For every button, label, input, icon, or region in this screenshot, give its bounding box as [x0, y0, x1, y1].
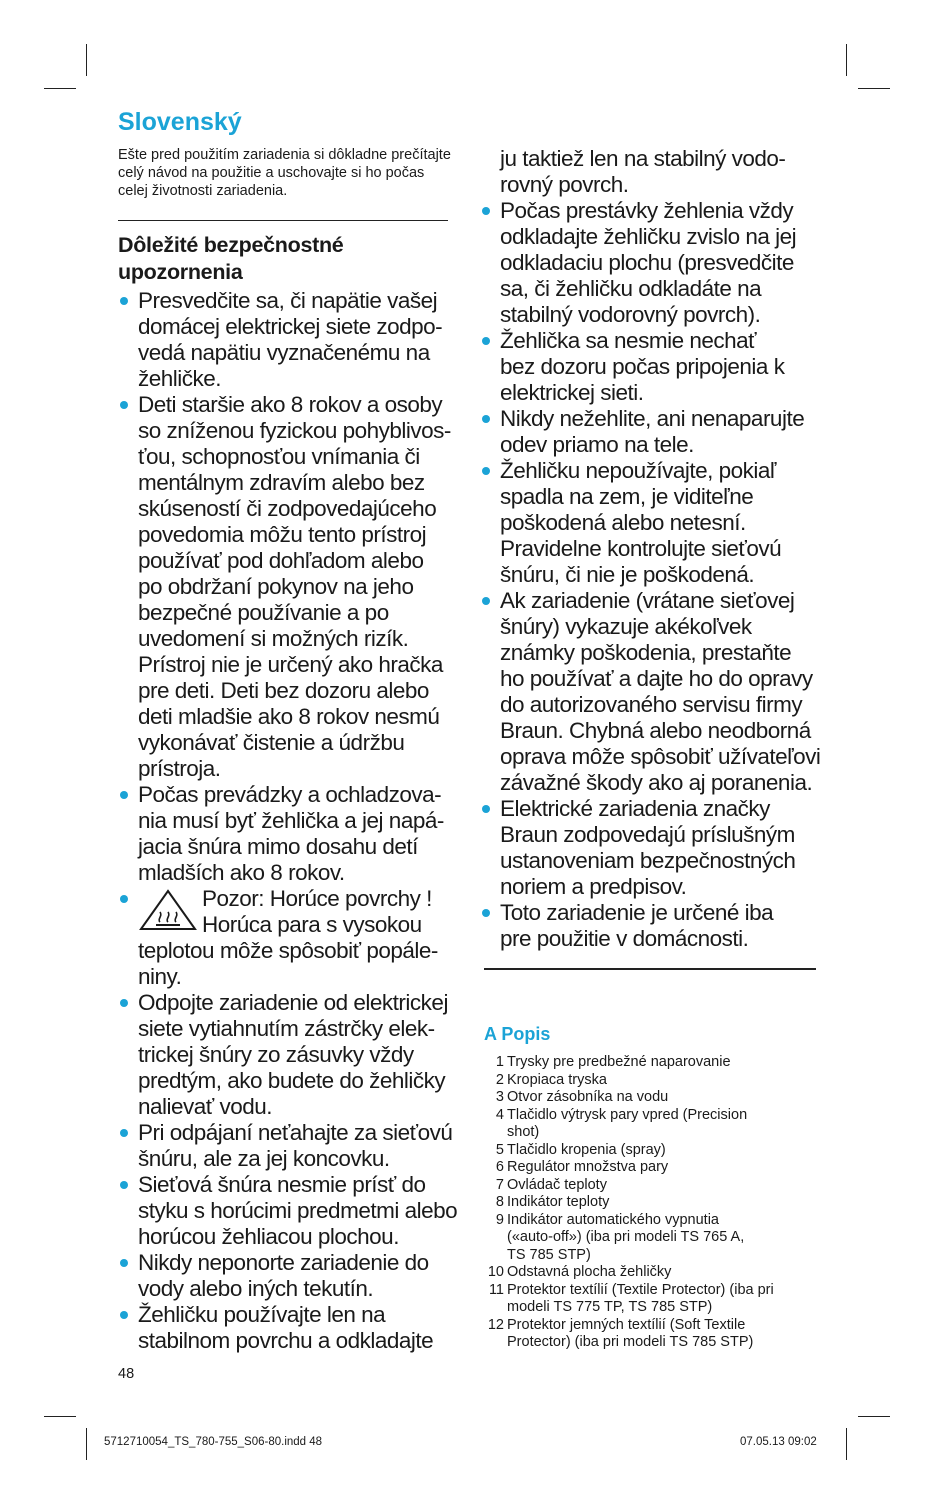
- warning-line4: niny.: [138, 964, 182, 989]
- safety-heading-line2: upozornenia: [118, 260, 243, 284]
- bullet-line: Nikdy nežehlite, ani nenaparujte: [500, 406, 805, 431]
- bullet-line: šnúry) vykazuje akékoľvek: [500, 614, 752, 639]
- crop-mark: [86, 1428, 87, 1460]
- bullet-line: Toto zariadenie je určené iba: [500, 900, 774, 925]
- footer-file: 5712710054_TS_780-755_S06-80.indd 48: [104, 1436, 323, 1448]
- bullet-line: domácej elektrickej siete zodpo-: [138, 314, 443, 339]
- bullet-line: oprava môže spôsobiť užívateľovi: [500, 744, 821, 769]
- bullet-line: Žehličku používajte len na: [138, 1302, 386, 1327]
- item-number: 3: [495, 1089, 504, 1105]
- bullet-dot: [482, 337, 490, 345]
- bullet-line: skúseností či zodpovedajúceho: [138, 496, 437, 521]
- bullet-line: mentálnym zdravím alebo bez: [138, 470, 425, 495]
- bullet-item: [118, 782, 468, 886]
- item-number: 10: [487, 1264, 504, 1280]
- bullet-line: stabilný vodorovný povrch).: [500, 302, 761, 327]
- bullet-line: po obdržaní pokynov na jeho: [138, 574, 414, 599]
- bullet-line: vedá napätiu vyznačenému na: [138, 340, 430, 365]
- bullet-item: [118, 288, 468, 392]
- bullet-dot: [120, 1181, 128, 1189]
- bullet-dot: [120, 1259, 128, 1267]
- item-text: [507, 1107, 824, 1142]
- bullet-line: Žehličku nepoužívajte, pokiaľ: [500, 458, 776, 483]
- bullet-line: Prístroj nie je určený ako hračka: [138, 652, 443, 677]
- item-text: [507, 1264, 824, 1282]
- bullet-line: ho používať a dajte ho do opravy: [500, 666, 813, 691]
- item-line: shot): [507, 1124, 540, 1140]
- page-title: Slovenský: [118, 108, 242, 136]
- safety-list-left-2: [118, 990, 468, 1354]
- section-a-heading: A Popis: [484, 1024, 551, 1044]
- bullet-line: Deti staršie ako 8 rokov a osoby: [138, 392, 443, 417]
- bullet-line: Sieťová šnúra nesmie prísť do: [138, 1172, 426, 1197]
- warning-first-line: [138, 886, 468, 938]
- warning-bullet: [118, 886, 468, 990]
- bullet-item: [480, 406, 830, 458]
- parts-list: [484, 1054, 824, 1352]
- bullet-line: spadla na zem, je viditeľne: [500, 484, 754, 509]
- item-number: 9: [495, 1211, 504, 1228]
- section-divider: [484, 968, 816, 970]
- left-column: [118, 288, 468, 1354]
- crop-mark: [86, 44, 87, 76]
- bullet-dot: [120, 999, 128, 1007]
- bullet-item: [118, 1172, 468, 1250]
- bullet-line: Žehlička sa nesmie nechať: [500, 328, 757, 353]
- bullet-dot: [120, 1311, 128, 1319]
- bullet-line: do autorizovaného servisu firmy: [500, 692, 803, 717]
- bullet-line: odkladaciu plochu (presvedčite: [500, 250, 794, 275]
- item-text: [507, 1142, 824, 1160]
- bullet-line: Presvedčite sa, či napätie vašej: [138, 288, 438, 313]
- item-text: [507, 1212, 824, 1265]
- bullet-line: Počas prevádzky a ochladzova-: [138, 782, 442, 807]
- list-item: [484, 1317, 824, 1352]
- bullet-item: [480, 796, 830, 900]
- bullet-line: nia musí byť žehlička a jej napá-: [138, 808, 444, 833]
- item-text: [507, 1317, 824, 1352]
- bullet-line: Ak zariadenie (vrátane sieťovej: [500, 588, 795, 613]
- crop-mark: [846, 1428, 847, 1460]
- item-line: Protector) (iba pri modeli TS 785 STP): [507, 1334, 754, 1350]
- bullet-dot: [120, 895, 128, 903]
- list-item: [484, 1107, 824, 1142]
- bullet-line: šnúru, ale za jej koncovku.: [138, 1146, 390, 1171]
- item-number: 4: [495, 1106, 504, 1123]
- item-line: Odstavná plocha žehličky: [507, 1264, 672, 1280]
- bullet-line: Nikdy neponorte zariadenie do: [138, 1250, 429, 1275]
- item-number: 8: [495, 1194, 504, 1210]
- item-line: Indikátor teploty: [507, 1194, 610, 1210]
- item-line: modeli TS 775 TP, TS 785 STP): [507, 1299, 713, 1315]
- bullet-line: noriem a predpisov.: [500, 874, 687, 899]
- list-item: [484, 1264, 824, 1282]
- bullet-dot: [120, 791, 128, 799]
- item-line: Protektor textílií (Textile Protector) (iba pri: [507, 1281, 774, 1298]
- safety-list-left: [118, 288, 468, 886]
- bullet-line: Pravidelne kontrolujte sieťovú: [500, 536, 782, 561]
- bullet-line: jacia šnúra mimo dosahu detí: [138, 834, 418, 859]
- item-number: 11: [488, 1281, 504, 1298]
- bullet-dot: [482, 909, 490, 917]
- crop-mark: [846, 44, 847, 76]
- bullet-line: Braun. Chybná alebo neodborná: [500, 718, 811, 743]
- bullet-dot: [482, 207, 490, 215]
- continuation-line: ju taktiež len na stabilný vodo-: [500, 146, 786, 171]
- item-text: [507, 1072, 824, 1090]
- divider: [118, 220, 448, 221]
- crop-mark: [44, 1416, 76, 1417]
- warning-line1: Pozor: Horúce povrchy !: [202, 886, 432, 911]
- bullet-item: [480, 458, 830, 588]
- bullet-dot: [482, 467, 490, 475]
- bullet-line: bezpečné používanie a po: [138, 600, 389, 625]
- bullet-dot: [120, 297, 128, 305]
- bullet-line: horúcou žehliacou plochou.: [138, 1224, 399, 1249]
- bullet-line: známky poškodenia, prestaňte: [500, 640, 792, 665]
- bullet-item: [118, 1120, 468, 1172]
- continuation-text: [480, 146, 830, 198]
- safety-list-right: [480, 198, 830, 952]
- item-line: Tlačidlo kropenia (spray): [507, 1141, 666, 1158]
- item-text: [507, 1177, 824, 1195]
- bullet-dot: [482, 805, 490, 813]
- item-line: («auto-off») (iba pri modeli TS 765 A,: [507, 1229, 745, 1245]
- bullet-dot: [120, 1129, 128, 1137]
- item-number: 7: [495, 1176, 504, 1193]
- list-item: [484, 1054, 824, 1072]
- list-item: [484, 1142, 824, 1160]
- bullet-item: [480, 900, 830, 952]
- bullet-line: vykonávať čistenie a údržbu: [138, 730, 405, 755]
- item-line: Kropiaca tryska: [507, 1071, 607, 1088]
- item-number: 12: [487, 1316, 504, 1333]
- bullet-line: pre deti. Deti bez dozoru alebo: [138, 678, 429, 703]
- item-line: Protektor jemných textílií (Soft Textile: [507, 1316, 746, 1333]
- bullet-line: ťou, schopnosťou vnímania či: [138, 444, 420, 469]
- bullet-line: Elektrické zariadenia značky: [500, 796, 770, 821]
- bullet-item: [118, 1302, 468, 1354]
- crop-mark: [44, 88, 76, 89]
- page-number: 48: [118, 1366, 135, 1382]
- bullet-line: nalievať vodu.: [138, 1094, 273, 1119]
- item-text: [507, 1159, 824, 1177]
- bullet-line: styku s horúcimi predmetmi alebo: [138, 1198, 458, 1223]
- bullet-item: [480, 588, 830, 796]
- bullet-item: [480, 328, 830, 406]
- item-line: Otvor zásobníka na vodu: [507, 1089, 669, 1105]
- continuation-line: rovný povrch.: [500, 172, 629, 197]
- bullet-line: deti mladšie ako 8 rokov nesmú: [138, 704, 440, 729]
- bullet-line: používať pod dohľadom alebo: [138, 548, 424, 573]
- item-number: 6: [495, 1159, 504, 1175]
- hot-surface-warning-icon: [138, 888, 198, 932]
- bullet-line: elektrickej sieti.: [500, 380, 644, 405]
- bullet-dot: [482, 597, 490, 605]
- warning-text: [202, 886, 432, 938]
- bullet-line: šnúru, či nie je poškodená.: [500, 562, 755, 587]
- item-number: 5: [495, 1141, 504, 1158]
- item-number: 1: [495, 1054, 504, 1070]
- bullet-line: Počas prestávky žehlenia vždy: [500, 198, 794, 223]
- bullet-line: poškodená alebo netesní.: [500, 510, 746, 535]
- item-line: TS 785 STP): [507, 1246, 591, 1263]
- item-number: 2: [495, 1071, 504, 1088]
- item-line: Regulátor množstva pary: [507, 1159, 669, 1175]
- bullet-line: predtým, ako budete do žehličky: [138, 1068, 446, 1093]
- bullet-item: [118, 990, 468, 1120]
- item-text: [507, 1054, 824, 1072]
- item-text: [507, 1194, 824, 1212]
- warning-line2: Horúca para s vysokou: [202, 912, 422, 937]
- bullet-line: závažné škody ako aj poranenia.: [500, 770, 813, 795]
- bullet-line: pre použitie v domácnosti.: [500, 926, 749, 951]
- bullet-item: [480, 198, 830, 328]
- bullet-line: Odpojte zariadenie od elektrickej: [138, 990, 448, 1015]
- item-text: [507, 1282, 824, 1317]
- bullet-line: odev priamo na tele.: [500, 432, 694, 457]
- bullet-line: odkladajte žehličku zvislo na jej: [500, 224, 797, 249]
- bullet-item: [118, 392, 468, 782]
- safety-heading: [118, 232, 448, 286]
- crop-mark: [858, 1416, 890, 1417]
- bullet-line: uvedomení si možných rizík.: [138, 626, 409, 651]
- bullet-line: povedomia môžu tento prístroj: [138, 522, 427, 547]
- bullet-dot: [482, 415, 490, 423]
- right-column: [480, 146, 830, 952]
- list-item: [484, 1072, 824, 1090]
- bullet-line: sa, či žehličku odkladáte na: [500, 276, 762, 301]
- bullet-line: vody alebo iných tekutín.: [138, 1276, 374, 1301]
- list-item: [484, 1159, 824, 1177]
- item-line: Tlačidlo výtrysk pary vpred (Precision: [507, 1106, 748, 1123]
- list-item: [484, 1089, 824, 1107]
- warning-line3: teplotou môže spôsobiť popále-: [138, 938, 438, 963]
- bullet-line: siete vytiahnutím zástrčky elek-: [138, 1016, 435, 1041]
- bullet-line: so zníženou fyzickou pohyblivos-: [138, 418, 451, 443]
- bullet-item: [118, 1250, 468, 1302]
- list-item: [484, 1177, 824, 1195]
- item-line: Trysky pre predbežné naparovanie: [507, 1054, 731, 1070]
- crop-mark: [858, 88, 890, 89]
- bullet-line: ustanoveniam bezpečnostných: [500, 848, 796, 873]
- bullet-line: stabilnom povrchu a odkladajte: [138, 1328, 434, 1353]
- list-item: [484, 1212, 824, 1265]
- list-item: [484, 1282, 824, 1317]
- bullet-line: Pri odpájaní neťahajte za sieťovú: [138, 1120, 453, 1145]
- list-item: [484, 1194, 824, 1212]
- intro-text: Ešte pred použitím zariadenia si dôkladne prečítajte celý návod na použitie a uschovajte si ho počas celej životnosti zariadenia.: [118, 147, 451, 199]
- footer-date: 07.05.13 09:02: [740, 1436, 817, 1448]
- item-line: Ovládač teploty: [507, 1176, 607, 1193]
- bullet-line: Braun zodpovedajú príslušným: [500, 822, 795, 847]
- bullet-line: žehličke.: [138, 366, 222, 391]
- item-text: [507, 1089, 824, 1107]
- bullet-line: bez dozoru počas pripojenia k: [500, 354, 785, 379]
- item-line: Indikátor automatického vypnutia: [507, 1211, 719, 1228]
- bullet-line: mladších ako 8 rokov.: [138, 860, 345, 885]
- safety-heading-line1: Dôležité bezpečnostné: [118, 233, 344, 257]
- bullet-line: trickej šnúry zo zásuvky vždy: [138, 1042, 414, 1067]
- bullet-dot: [120, 401, 128, 409]
- bullet-line: prístroja.: [138, 756, 221, 781]
